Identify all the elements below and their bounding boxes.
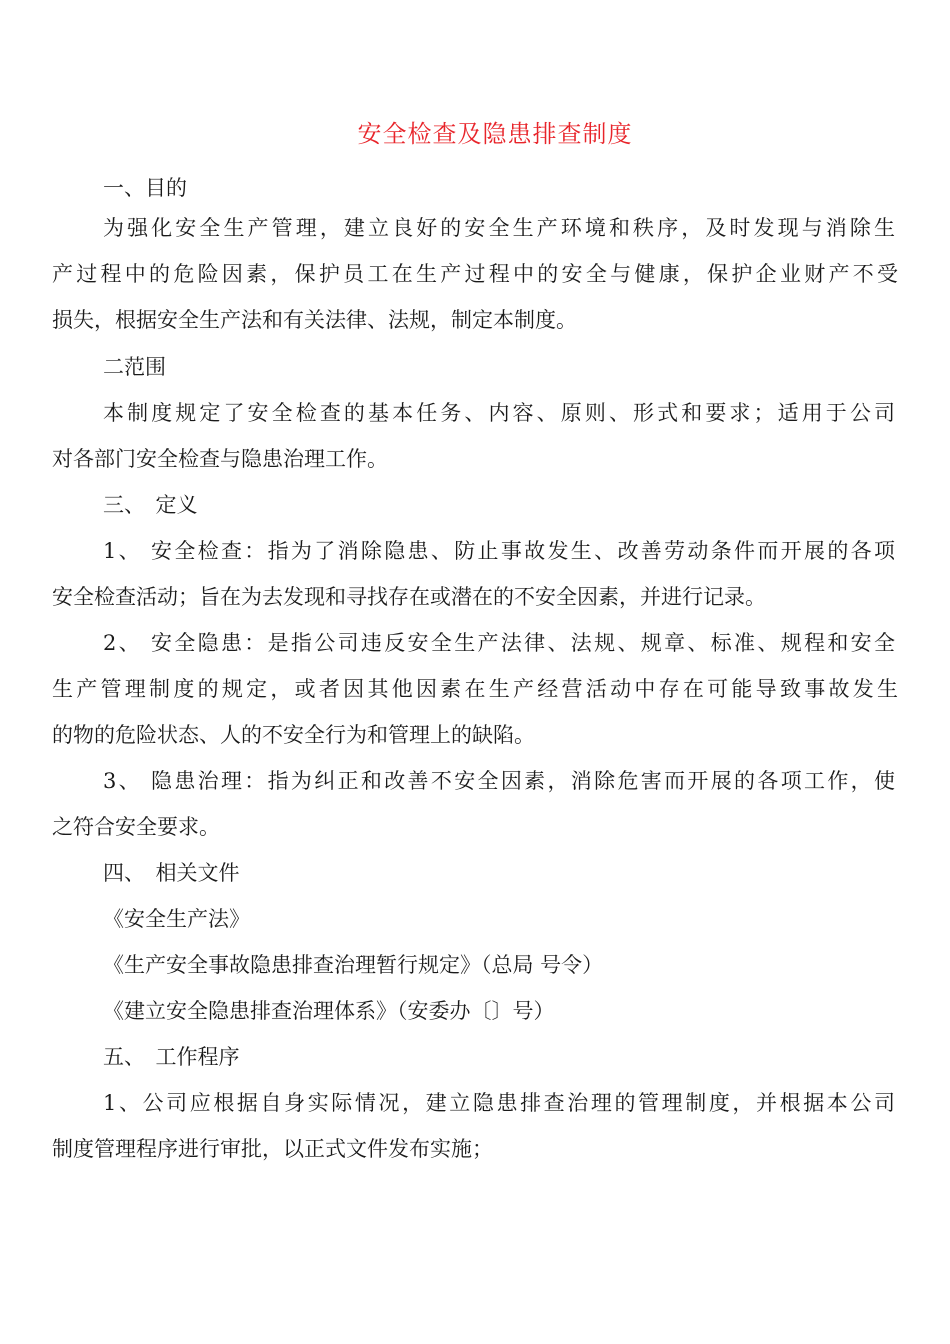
document-title: 安全检查及隐患排查制度 xyxy=(357,120,633,148)
paragraph-line: 之符合安全要求。 xyxy=(52,815,220,839)
paragraph-line: 1、 安全检查：指为了消除隐患、防止事故发生、改善劳动条件而开展的各项 xyxy=(103,539,895,563)
paragraph-line: 2、 安全隐患：是指公司违反安全生产法律、法规、规章、标准、规程和安全 xyxy=(103,631,895,655)
section-heading-definitions: 三、 定义 xyxy=(103,493,198,517)
section-heading-work-procedure: 五、 工作程序 xyxy=(103,1045,240,1069)
section-heading-purpose: 一、目的 xyxy=(103,176,187,200)
paragraph-line: 对各部门安全检查与隐患治理工作。 xyxy=(52,447,388,471)
paragraph-line: 生产管理制度的规定，或者因其他因素在生产经营活动中存在可能导致事故发生 xyxy=(52,677,898,701)
paragraph-line: 的物的危险状态、人的不安全行为和管理上的缺陷。 xyxy=(52,723,535,747)
paragraph-line: 本制度规定了安全检查的基本任务、内容、原则、形式和要求；适用于公司 xyxy=(103,401,895,425)
paragraph-line: 3、 隐患治理：指为纠正和改善不安全因素，消除危害而开展的各项工作，使 xyxy=(103,769,895,793)
paragraph-line: 安全检查活动；旨在为去发现和寻找存在或潜在的不安全因素，并进行记录。 xyxy=(52,585,766,609)
paragraph-line: 产过程中的危险因素，保护员工在生产过程中的安全与健康，保护企业财产不受 xyxy=(52,262,898,286)
reference-item: 《生产安全事故隐患排查治理暂行规定》（总局 号令） xyxy=(103,953,604,977)
paragraph-line: 制度管理程序进行审批，以正式文件发布实施； xyxy=(52,1137,493,1161)
paragraph-line: 1、公司应根据自身实际情况，建立隐患排查治理的管理制度，并根据本公司 xyxy=(103,1091,895,1115)
reference-item: 《安全生产法》 xyxy=(103,907,250,931)
section-heading-scope: 二范围 xyxy=(103,355,166,379)
section-heading-related-documents: 四、 相关文件 xyxy=(103,861,240,885)
reference-item: 《建立安全隐患排查治理体系》（安委办〔〕号） xyxy=(103,999,555,1023)
paragraph-line: 损失，根据安全生产法和有关法律、法规，制定本制度。 xyxy=(52,308,577,332)
paragraph-line: 为强化安全生产管理，建立良好的安全生产环境和秩序，及时发现与消除生 xyxy=(103,216,895,240)
